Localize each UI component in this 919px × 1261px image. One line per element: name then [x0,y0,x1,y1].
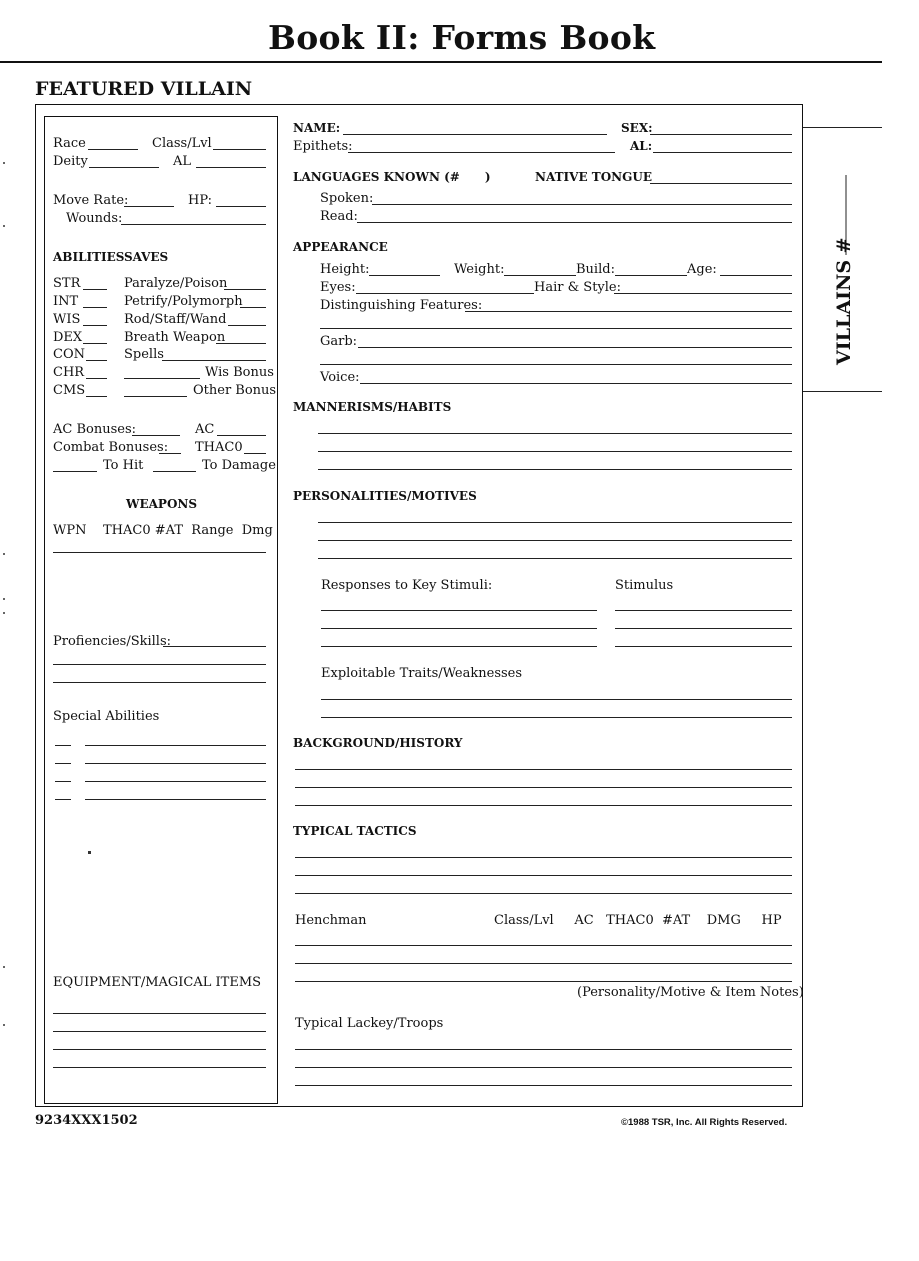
height-label: Height: [320,262,370,277]
save-breath-field[interactable] [216,343,266,344]
save-breath: Breath Weapon [124,330,226,345]
other-bonus-label: Other Bonus [193,383,277,398]
background-line[interactable] [295,787,792,788]
copyright: ©1988 TSR, Inc. All Rights Reserved. [621,1117,788,1128]
native-tongue-field[interactable] [650,183,792,184]
personalities-line[interactable] [318,522,792,523]
save-spells: Spells [124,347,164,362]
responses-label: Responses to Key Stimuli: [321,578,493,593]
languages-heading: LANGUAGES KNOWN (# ) [293,170,491,184]
deity-field[interactable] [89,167,159,168]
save-spells-field[interactable] [162,360,266,361]
weapons-rule [53,552,266,553]
ability-chr: CHR [53,365,85,380]
ability-str: STR [53,276,81,291]
proficiencies-label: Profiencies/Skills: [53,634,172,649]
save-petrify-field[interactable] [240,307,266,308]
product-code: 9234XXX1502 [35,1113,138,1128]
background-line[interactable] [295,805,792,806]
henchman-label: Henchman [295,913,367,928]
response-line[interactable] [321,628,597,629]
scan-mark [3,225,5,227]
name-field[interactable] [343,134,607,135]
build-field[interactable] [615,275,687,276]
tab-rule-bottom [803,391,882,392]
thac0-label: THAC0 [195,440,243,455]
henchman-line[interactable] [295,981,792,982]
special-ability-line[interactable] [85,763,266,764]
weapons-columns: WPN THAC0 #AT Range Dmg [53,523,273,538]
to-hit-field[interactable] [53,471,97,472]
voice-label: Voice: [320,370,360,385]
to-damage-label: To Damage [202,458,276,473]
ac-field[interactable] [217,435,266,436]
garb-line[interactable] [320,364,792,365]
al-right-label: AL: [630,139,653,153]
ability-int-field[interactable] [83,307,107,308]
native-tongue-label: NATIVE TONGUE [535,170,653,184]
scan-mark [3,612,5,614]
proficiencies-line[interactable] [53,664,266,665]
special-ability-line[interactable] [85,799,266,800]
weight-field[interactable] [504,275,576,276]
background-heading: BACKGROUND/HISTORY [293,736,463,750]
wis-bonus-field[interactable] [124,378,200,379]
lackey-line[interactable] [295,1049,792,1050]
villains-tab-label: VILLAINS # [833,237,855,365]
sex-field[interactable] [650,134,792,135]
al-field[interactable] [196,167,266,168]
ability-cms-field[interactable] [86,396,107,397]
background-line[interactable] [295,769,792,770]
hp-label: HP: [188,193,213,208]
ability-wis: WIS [53,312,81,327]
weight-label: Weight: [454,262,505,277]
special-ability-bullet [55,781,71,782]
race-field[interactable] [88,149,138,150]
exploitable-line[interactable] [321,699,792,700]
henchman-line[interactable] [295,945,792,946]
scan-mark [3,598,5,600]
abilities-heading: ABILITIES [53,250,125,264]
to-damage-field[interactable] [153,471,196,472]
special-ability-bullet [55,763,71,764]
save-petrify: Petrify/Polymorph [124,294,243,309]
mannerisms-heading: MANNERISMS/HABITS [293,400,452,414]
personalities-line[interactable] [318,558,792,559]
response-line[interactable] [321,646,597,647]
sex-label: SEX: [621,121,653,135]
ability-con-field[interactable] [86,360,107,361]
equipment-line[interactable] [53,1049,266,1050]
personalities-line[interactable] [318,540,792,541]
page-title: Book II: Forms Book [268,18,656,57]
ability-cms: CMS [53,383,86,398]
race-label: Race [53,136,86,151]
move-rate-field[interactable] [124,206,174,207]
read-field[interactable] [357,222,792,223]
special-ability-line[interactable] [85,781,266,782]
personalities-heading: PERSONALITIES/MOTIVES [293,489,477,503]
title-rule [0,61,882,63]
scan-mark [3,966,5,968]
tactics-line[interactable] [295,857,792,858]
hair-label: Hair & Style: [534,280,622,295]
hair-field[interactable] [614,293,792,294]
stimulus-line[interactable] [615,610,792,611]
class-lvl-field[interactable] [213,149,266,150]
save-rod: Rod/Staff/Wand [124,312,227,327]
proficiencies-line[interactable] [53,682,266,683]
equipment-line[interactable] [53,1013,266,1014]
ability-wis-field[interactable] [83,325,107,326]
spoken-field[interactable] [372,204,792,205]
section-heading: FEATURED VILLAIN [35,78,253,100]
equipment-heading: EQUIPMENT/MAGICAL ITEMS [53,975,262,990]
epithets-label: Epithets: [293,139,353,154]
stimulus-label: Stimulus [615,578,674,593]
villains-tab [790,175,890,375]
lackey-label: Typical Lackey/Troops [295,1016,444,1031]
exploitable-line[interactable] [321,717,792,718]
save-rod-field[interactable] [228,325,266,326]
scan-mark [3,162,5,164]
equipment-line[interactable] [53,1067,266,1068]
mannerisms-line[interactable] [318,469,792,470]
wis-bonus-label: Wis Bonus [205,365,274,380]
mannerisms-line[interactable] [318,451,792,452]
wounds-label: Wounds: [66,211,123,226]
garb-field[interactable] [358,347,792,348]
features-field[interactable] [465,311,792,312]
special-ability-line[interactable] [85,745,266,746]
combat-bonuses-label: Combat Bonuses: [53,440,169,455]
exploitable-label: Exploitable Traits/Weaknesses [321,666,523,681]
save-paralyze-field[interactable] [224,289,266,290]
al-right-field[interactable] [653,152,792,153]
proficiencies-field[interactable] [163,646,266,647]
response-line[interactable] [321,610,597,611]
deity-label: Deity [53,154,88,169]
saves-heading: SAVES [124,250,169,264]
thac0-field[interactable] [244,453,266,454]
lackey-line[interactable] [295,1067,792,1068]
name-label: NAME: [293,121,341,135]
ability-dex: DEX [53,330,83,345]
ability-chr-field[interactable] [86,378,107,379]
tactics-line[interactable] [295,875,792,876]
notes-caption: (Personality/Motive & Item Notes) [577,985,804,1000]
voice-field[interactable] [360,383,792,384]
eyes-label: Eyes: [320,280,356,295]
spoken-label: Spoken: [320,191,374,206]
wounds-field[interactable] [121,224,266,225]
ac-bonuses-label: AC Bonuses: [53,422,137,437]
ability-int: INT [53,294,79,309]
tab-rule-top [803,127,882,128]
hp-field[interactable] [216,206,266,207]
to-hit-label: To Hit [103,458,144,473]
features-label: Distinguishing Features: [320,298,483,313]
tactics-line[interactable] [295,893,792,894]
age-field[interactable] [720,275,792,276]
tactics-heading: TYPICAL TACTICS [293,824,417,838]
mannerisms-line[interactable] [318,433,792,434]
stats-panel [44,116,278,1104]
ability-str-field[interactable] [83,289,107,290]
special-ability-bullet [55,799,71,800]
eyes-field[interactable] [356,293,534,294]
weapons-heading: WEAPONS [126,497,198,511]
read-label: Read: [320,209,358,224]
stimulus-line[interactable] [615,646,792,647]
henchman-columns: Class/Lvl AC THAC0 #AT DMG HP [494,913,782,928]
scan-mark [3,553,5,555]
villains-tab-svg [790,175,890,375]
equipment-line[interactable] [53,1031,266,1032]
height-field[interactable] [369,275,440,276]
save-paralyze: Paralyze/Poison [124,276,228,291]
lackey-line[interactable] [295,1085,792,1086]
class-lvl-label: Class/Lvl [152,136,212,151]
combat-bonuses-field[interactable] [159,453,181,454]
build-label: Build: [576,262,615,277]
stray-mark [88,851,91,854]
other-bonus-field[interactable] [124,396,187,397]
ac-label: AC [195,422,215,437]
epithets-field[interactable] [348,152,615,153]
ac-bonuses-field[interactable] [132,435,180,436]
henchman-line[interactable] [295,963,792,964]
scan-mark [3,1024,5,1026]
stimulus-line[interactable] [615,628,792,629]
age-label: Age: [687,262,717,277]
ability-dex-field[interactable] [83,343,107,344]
appearance-heading: APPEARANCE [293,240,388,254]
ability-con: CON [53,347,85,362]
features-line[interactable] [320,328,792,329]
special-ability-bullet [55,745,71,746]
special-abilities-label: Special Abilities [53,709,160,724]
move-rate-label: Move Rate: [53,193,129,208]
al-label: AL [173,154,192,169]
garb-label: Garb: [320,334,358,349]
